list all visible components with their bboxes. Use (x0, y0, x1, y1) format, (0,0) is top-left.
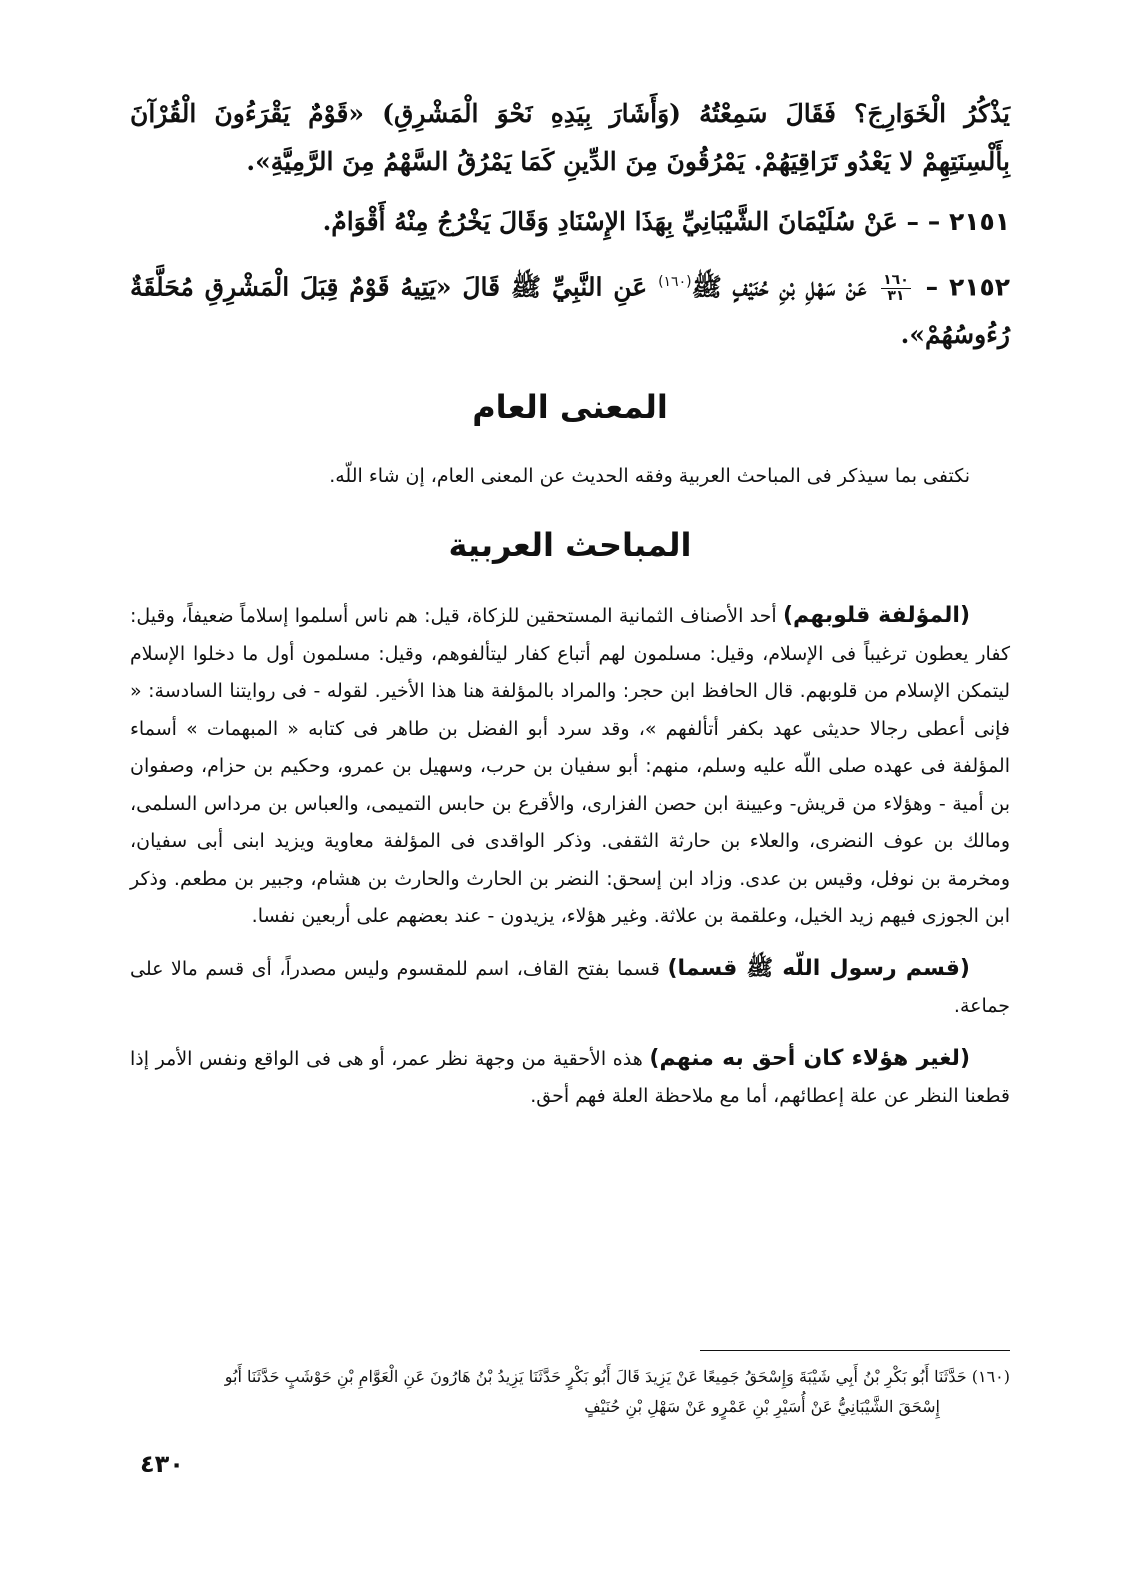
hadith-continuation: يَذْكُرُ الْخَوَارِجَ؟ فَقَالَ سَمِعْتُهُ (وَأَشَارَ بِيَدِهِ نَحْوَ الْمَشْرِقِ) «قَوْمٌ يَقْرَءُونَ الْقُرْآنَ بِأَلْسِنَتِهِمْ لا يَعْدُو تَرَاقِيَهُمْ. يَمْرُقُونَ مِنَ الدِّينِ كَمَا يَمْرُقُ السَّهْمُ مِنَ الرَّمِيَّةِ». (130, 99, 1010, 176)
hadith-text: عَنْ سَهْلِ بْنِ حُنَيْفٍ ﷺ (691, 272, 867, 302)
general-meaning-text: نكتفى بما سيذكر فى المباحث العربية وفقه الحديث عن المعنى العام، إن شاء اللّه. (329, 465, 970, 488)
paragraph-muallafa (130, 597, 1010, 936)
footnote-line: حَدَّثَنَا أَبُو بَكْرِ بْنُ أَبِي شَيْبَةَ وَإِسْحَقُ جَمِيعًا عَنْ يَزِيدَ قَالَ أَبُو بَكْرٍ حَدَّثَنَا يَزِيدُ بْنُ هَارُونَ عَنِ الْعَوَّامِ بْنِ حَوْشَبٍ حَدَّثَنَا أَبُو (224, 1367, 967, 1386)
footnote-label: (١٦٠) (971, 1367, 1010, 1386)
page-body (130, 90, 1010, 1130)
section-title-arabic-topics: المباحث العربية (448, 526, 692, 565)
paragraph-qasama (130, 950, 1010, 1026)
hadith-text: عَنِ النَّبِيِّ ﷺ قَالَ «يَتِيهُ قَوْمٌ قِبَلَ الْمَشْرِقِ مُحَلَّقَةٌ رُءُوسُهُمْ». (130, 272, 1010, 350)
hadith-number: ٢١٥١ – (927, 207, 1010, 236)
paragraph-ahaqq (130, 1040, 1010, 1116)
hadith-2152 (130, 258, 1010, 359)
hadith-2151 (130, 198, 1010, 246)
page-number: ٤٣٠ (140, 1450, 184, 1478)
footnote (130, 1362, 1010, 1422)
section-title-general-meaning: المعنى العام (472, 388, 668, 427)
fraction-bottom: ٣١ (887, 288, 905, 305)
footnote-line: إِسْحَقَ الشَّيْبَانِيُّ عَنْ أُسَيْرِ بْنِ عَمْرٍو عَنْ سَهْلِ بْنِ حُنَيْفٍ (584, 1397, 940, 1416)
paragraph-text: أحد الأصناف الثمانية المستحقين للزكاة، قيل: هم ناس أسلموا إسلاماً ضعيفاً، وقيل: كفار يعطون ترغيباً فى الإسلام، وقيل: مسلمون لهم أتباع كفار ليتألفوهم، وقيل: مسلمون أول ما دخلوا الإسلام ليتمكن الإسلام من قلوبهم. قال الحافظ ابن حجر: والمراد بالمؤلفة هنا هذا الأخير. لقوله - فى روايتنا السادسة: « فإنى أعطى رجالا حديثى عهد بكفر أتألفهم »، وقد سرد أبو الفضل بن طاهر فى كتابه « المبهمات » أسماء المؤلفة فى عهده صلى اللّه عليه وسلم، منهم: أبو سفيان بن حرب، وسهيل بن عمرو، وحكيم بن حزام، وصفوان بن أمية - وهؤلاء من قريش- وعيينة ابن حصن الفزارى، والأقرع بن حابس التميمى، والعباس بن مرداس السلمى، ومالك بن عوف النضرى، والعلاء بن حارثة الثقفى. وذكر الواقدى فى المؤلفة معاوية ويزيد ابنى أبى سفيان، ومخرمة بن نوفل، وقيس بن عدى. وزاد ابن إسحق: النضر بن الحارث والحارث بن هشام، وجبير بن مطعم. وذكر ابن الجوزى فيهم زيد الخيل، وعلقمة بن علاثة. وغير هؤلاء، يزيدون - عند بعضهم على أربعين نفسا. (130, 605, 1010, 928)
paragraph-text: هذه الأحقية من وجهة نظر عمر، أو هى فى الواقع ونفس الأمر إذا قطعنا النظر عن علة إعطائهم، أما مع ملاحظة العلة فهم أحق. (130, 1047, 1010, 1108)
footnote-reference[interactable]: (١٦٠) (658, 274, 692, 290)
footnote-divider (700, 1350, 1010, 1351)
paragraph-term: (لغير هؤلاء كان أحق به منهم) (649, 1045, 970, 1071)
paragraph-text: قسما بفتح القاف، اسم للمقسوم وليس مصدراً، أى قسم مالا على جماعة. (130, 957, 1010, 1018)
hadith-number: ٢١٥٢ – (925, 272, 1010, 302)
hadith-fraction (881, 273, 911, 304)
paragraph-term: (قسم رسول اللّه ﷺ قسما) (667, 955, 970, 981)
paragraph-term: (المؤلفة قلوبهم) (782, 603, 970, 629)
fraction-top: ١٦٠ (883, 272, 909, 289)
hadith-text: – عَنْ سُلَيْمَانَ الشَّيْبَانِيِّ بِهَذَا الإِسْنَادِ وَقَالَ يَخْرُجُ مِنْهُ أَقْوَامٌ. (322, 207, 920, 236)
